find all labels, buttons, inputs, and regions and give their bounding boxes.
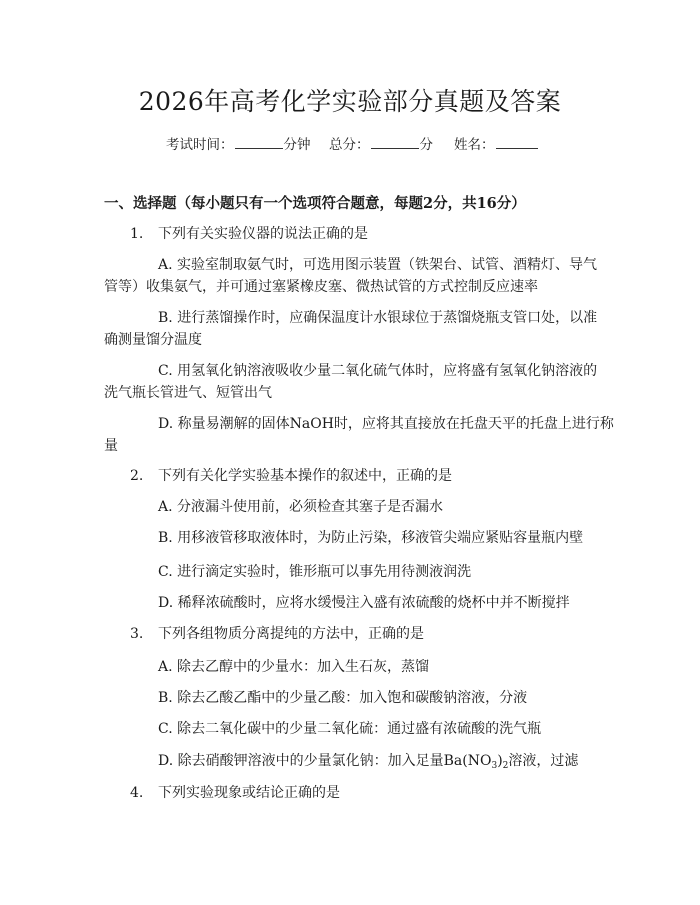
section-heading: 一、选择题（每小题只有一个选项符合题意，每题2分，共16分） — [104, 195, 526, 212]
option-d-tail: 溶液，过滤 — [508, 753, 579, 769]
option-d: D. 称量易潮解的固体NaOH时，应将其直接放在托盘天平的托盘上进行称 — [158, 416, 614, 432]
option-c-continued: 洗气瓶长管进气、短管出气 — [104, 385, 272, 401]
option-a: A. 实验室制取氨气时，可选用图示装置（铁架台、试管、酒精灯、导气 — [158, 257, 598, 273]
option-d-continued: 量 — [104, 438, 118, 454]
total-score-field — [329, 133, 433, 153]
question-number: 2. — [130, 468, 144, 484]
question-stem: 下列各组物质分离提纯的方法中，正确的是 — [158, 626, 424, 642]
option-b: B. 除去乙酸乙酯中的少量乙酸：加入饱和碳酸钠溶液，分液 — [158, 690, 528, 706]
option-d: D. 稀释浓硫酸时，应将水缓慢注入盛有浓硫酸的烧杯中并不断搅拌 — [158, 595, 570, 611]
option-a: A. 分液漏斗使用前，必须检查其塞子是否漏水 — [158, 499, 444, 515]
option-d — [158, 752, 578, 775]
score-blank — [371, 136, 419, 149]
name-label: 姓名： — [454, 137, 495, 153]
option-b-continued: 确测量馏分温度 — [104, 332, 202, 348]
question-number: 3. — [130, 626, 144, 642]
option-d-paren: ) — [497, 753, 503, 769]
time-unit: 分钟 — [283, 137, 311, 153]
option-c: C. 进行滴定实验时，锥形瓶可以事先用待测液润洗 — [158, 564, 472, 580]
score-unit: 分 — [419, 137, 433, 153]
score-label: 总分： — [329, 137, 370, 153]
name-field — [454, 133, 539, 153]
exam-time-field — [166, 133, 311, 153]
option-c: C. 用氢氧化钠溶液吸收少量二氧化硫气体时，应将盛有氢氧化钠溶液的 — [158, 363, 598, 379]
option-a: A. 除去乙醇中的少量水：加入生石灰，蒸馏 — [158, 659, 430, 675]
option-b: B. 进行蒸馏操作时，应确保温度计水银球位于蒸馏烧瓶支管口处，以准 — [158, 310, 598, 326]
option-b: B. 用移液管移取液体时，为防止污染，移液管尖端应紧贴容量瓶内壁 — [158, 530, 584, 546]
time-blank — [235, 136, 283, 149]
option-a-continued: 管等）收集氨气，并可通过塞紧橡皮塞、微热试管的方式控制反应速率 — [104, 279, 538, 295]
option-d-text: D. 除去硝酸钾溶液中的少量氯化钠：加入足量Ba(NO — [158, 753, 492, 769]
option-c: C. 除去二氧化碳中的少量二氧化硫：通过盛有浓硫酸的洗气瓶 — [158, 721, 542, 737]
name-blank — [496, 136, 538, 149]
question-stem: 下列有关实验仪器的说法正确的是 — [158, 226, 368, 242]
question-number: 4. — [130, 785, 144, 801]
question-number: 1. — [130, 226, 144, 242]
subscript: 3 — [491, 761, 498, 771]
page-title: 2026年高考化学实验部分真题及答案 — [138, 87, 562, 116]
time-label: 考试时间： — [166, 137, 234, 153]
question-stem: 下列实验现象或结论正确的是 — [158, 785, 340, 801]
question-stem: 下列有关化学实验基本操作的叙述中，正确的是 — [158, 468, 452, 484]
subscript: 2 — [502, 761, 509, 771]
